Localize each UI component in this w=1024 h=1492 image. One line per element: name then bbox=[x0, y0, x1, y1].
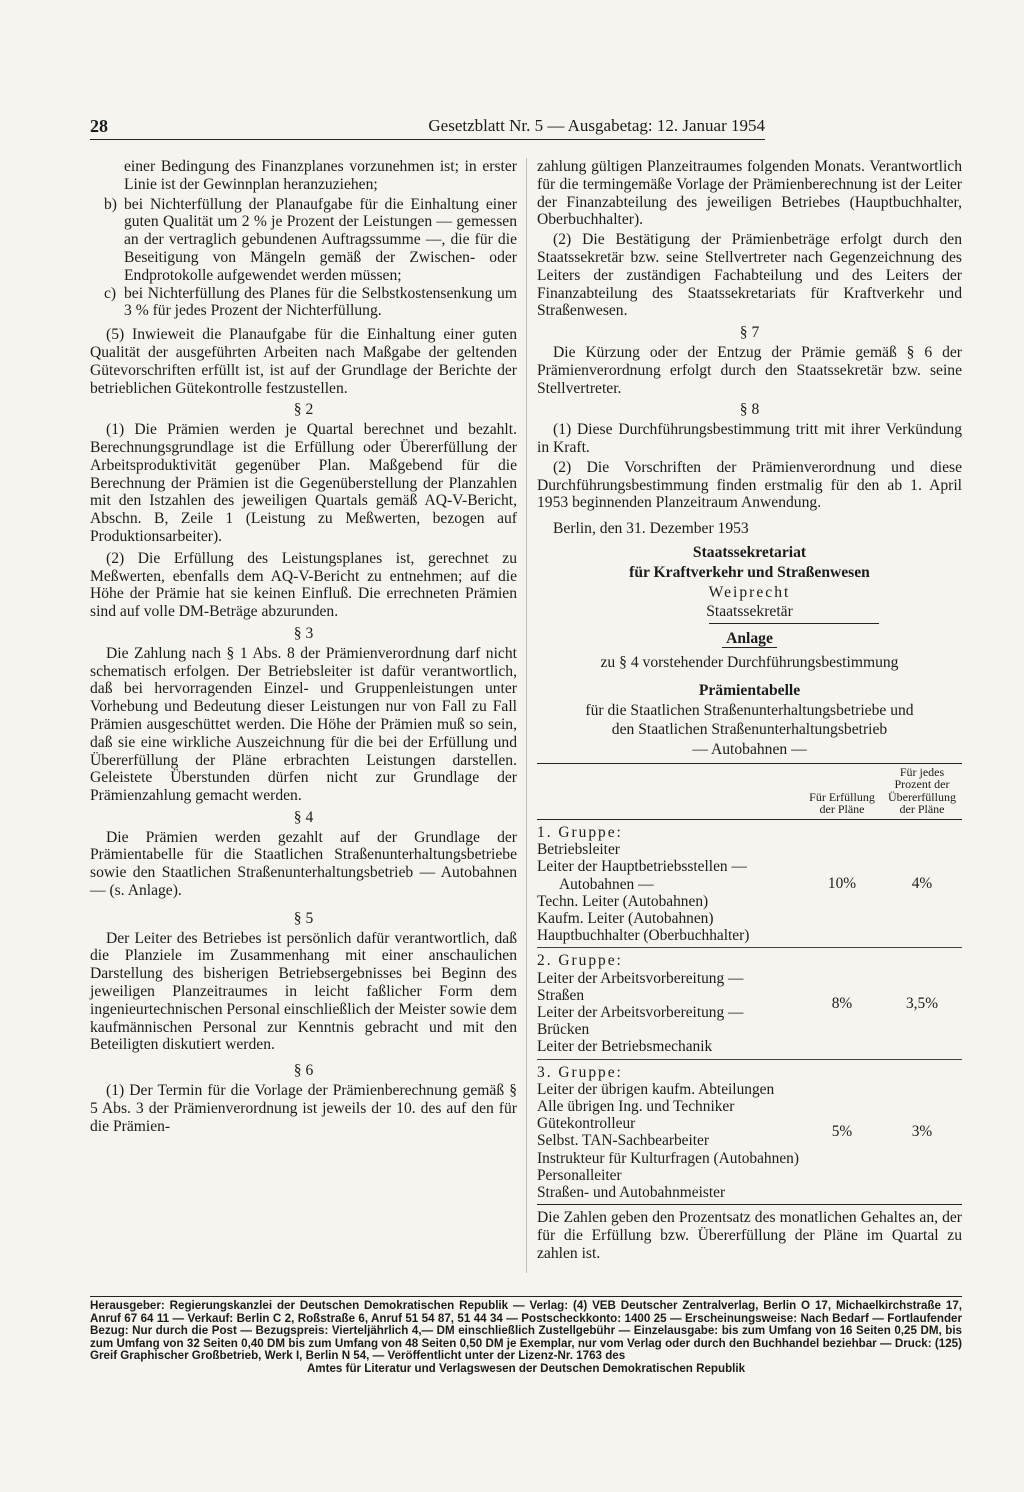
section-3-paragraph: Die Zahlung nach § 1 Abs. 8 der Prämienverordnung darf nicht schematisch erfolgen. Der Betriebsleiter ist dafür verantwortlich, daß bei hervorragenden Einzel- und Gruppenleistungen unter Vorhebung und Bedeutung dieser Leistungen nur von Fall zu Fall Prämien ausgeschüttet werden. Die Höhe der Prämien muß so sein, daß sie eine wirkliche Auszeichnung für die bei der Erfüllung und Übererfüllung der Pläne erbrachten Leistungen darstellen. Geleistete Überstunden dürfen nicht zur Grundlage der Prämienzahlung gemacht werden. bbox=[90, 644, 517, 805]
imprint-text: Herausgeber: Regierungskanzlei der Deutschen Demokratischen Republik — Verlag: (4) VEB Deutscher Zentralverlag, Berlin O 17, Michaelkirchstraße 17, Anruf 67 64 11 — Verkauf: Berlin C 2, Roßstraße 6, Anruf 51 54 87, 51 44 34 — Postscheckkonto: 1400 25 — Erscheinungsweise: Nach Bedarf — Fortlaufender Bezug: Nur durch die Post — Bezugspreis: Vierteljährlich 4,— DM einschließlich Zustellgebühr — Einzelausgabe: bis zum Umfang von 16 Seiten 0,25 DM, bis zum Umfang von 32 Seiten 0,40 DM bis zum Umfang von 48 Seiten 0,50 DM je Exemplar, nur vom Verlag oder durch den Buchhandel beziehbar — Druck: (125) Greif Graphischer Großbetrieb, Werk I, Berlin N 54, — Veröffentlicht unter der Lizenz-Nr. 1763 des bbox=[90, 1299, 962, 1363]
section-heading-6: § 6 bbox=[293, 1062, 314, 1080]
group-member: Gütekontrolleur bbox=[537, 1115, 636, 1133]
overfulfilment-percent: 4% bbox=[911, 875, 933, 893]
group-name: 2. Gruppe: bbox=[537, 952, 623, 970]
gazette-title: Gesetzblatt Nr. 5 — Ausgabetag: 12. Januar 1954 bbox=[428, 116, 765, 135]
section-4-paragraph: Die Prämien werden gezahlt auf der Grundlage der Prämientabelle für die Staatlichen Straßenunterhaltungsbetriebe sowie den Staatlichen Straßenunterhaltungsbetrieb — Autobahnen — (s. Anlage). bbox=[90, 828, 517, 900]
list-text: bei Nichterfüllung des Planes für die Selbstkostensenkung um 3 % für jedes Prozent der Nichterfüllung. bbox=[124, 284, 517, 320]
list-label: c) bbox=[104, 284, 117, 302]
annex-reference: zu § 4 vorstehender Durchführungsbestimmung bbox=[600, 653, 899, 671]
group-cell bbox=[537, 819, 802, 947]
imprint-last-line: Amtes für Literatur und Verlagswesen der Deutschen Demokratischen Republik bbox=[306, 1361, 746, 1375]
group-name: 1. Gruppe: bbox=[537, 823, 623, 841]
group-name: 3. Gruppe: bbox=[537, 1063, 623, 1081]
section-8-paragraph-1: (1) Diese Durchführungsbestimmung tritt mit ihrer Verkündung in Kraft. bbox=[537, 421, 962, 456]
section-6-paragraph-2: (2) Die Bestätigung der Prämienbeträge erfolgt durch den Staatssekretär bzw. seine Stellvertreter nach Gegenzeichnung des Leiters der zuständigen Fachabteilung und des Leiters der Finanzabteilung des Staatssekretariats für Kraftverkehr und Straßenwesen. bbox=[537, 231, 962, 320]
overfulfilment-percent: 3% bbox=[911, 1123, 933, 1141]
table-title: Prämientabelle bbox=[698, 681, 801, 699]
section-8-paragraph-2: (2) Die Vorschriften der Prämienverordnung und diese Durchführungsbestimmung finden erstmalig für den ab 1. April 1953 beginnenden Planzeitraum Anwendung. bbox=[537, 458, 962, 512]
group-member: Selbst. TAN-Sachbearbeiter bbox=[537, 1132, 710, 1150]
imprint-footer bbox=[90, 1296, 962, 1376]
column-divider bbox=[526, 158, 527, 1273]
overfulfilment-percent: 3,5% bbox=[905, 994, 939, 1012]
group-member: Leiter der Hauptbetriebsstellen — bbox=[537, 858, 747, 876]
table-subtitle-2: den Staatlichen Straßenunterhaltungsbetrieb bbox=[611, 721, 888, 739]
group-member: Kaufm. Leiter (Autobahnen) bbox=[537, 909, 714, 927]
section-heading-2: § 2 bbox=[293, 401, 314, 419]
group-member: Leiter der übrigen kaufm. Abteilungen bbox=[537, 1080, 775, 1098]
fulfilment-percent: 8% bbox=[831, 994, 853, 1012]
group-member: Alle übrigen Ing. und Techniker bbox=[537, 1097, 735, 1115]
group-member: Leiter der Arbeitsvorbereitung — bbox=[537, 969, 744, 987]
section-heading-4: § 4 bbox=[293, 808, 314, 826]
fulfilment-percent: 5% bbox=[831, 1123, 853, 1141]
page-number: 28 bbox=[90, 116, 108, 136]
section-2-paragraph-1: (1) Die Prämien werden je Quartal berechnet und bezahlt. Berechnungsgrundlage ist die Erfüllung oder Übererfüllung der Arbeitsproduktivität gegenüber Plan. Maßgebend für die Berechnung der Prämien ist die Gegenüberstellung der Planzahlen mit den Istzahlen des jeweiligen Quartals gemäß AQ-V-Bericht, Abschn. B, Zeile 1 (Leistung zu Meßwerten, bezogen auf Produktionsarbeiter). bbox=[90, 421, 517, 545]
continued-paragraph: zahlung gültigen Planzeitraumes folgenden Monats. Verantwortlich für die termingemäße Vorlage der Prämienberechnung ist der Leiter der Finanzabteilung des jeweiligen Betriebes (Hauptbuchhalter, Oberbuchhalter). bbox=[537, 158, 962, 229]
section-5-paragraph: Der Leiter des Betriebes ist persönlich dafür verantwortlich, daß die Planziele im Zusammenhang mit einer anschaulichen Darstellung des bisherigen Betriebsergebnisses bei Beginn des jeweiligen Planzeitraumes in leicht faßlicher Form dem ingenieurtechnischen Personal einschließlich der Meister sowie dem kaufmännischen Personal zur Kenntnis gebracht und mit den Beteiligten diskutiert werden. bbox=[90, 929, 517, 1054]
section-heading-3: § 3 bbox=[293, 624, 314, 642]
group-member: Leiter der Betriebsmechanik bbox=[537, 1038, 713, 1056]
group-member: Leiter der Arbeitsvorbereitung — bbox=[537, 1003, 744, 1021]
section-heading-5: § 5 bbox=[293, 909, 314, 927]
paragraph-5: (5) Inwieweit die Planaufgabe für die Einhaltung einer guten Qualität der ausgeführten Arbeiten nach Maßgabe der geltenden Gütevorschriften erfüllt ist, ist auf der Grundlage der Berichte der betrieblichen Gütekontrolle festzustellen. bbox=[90, 326, 517, 397]
signatory-org-line-2: für Kraftverkehr und Straßenwesen bbox=[629, 563, 870, 581]
table-row bbox=[537, 819, 962, 947]
table-body bbox=[537, 819, 962, 1204]
table-subtitle-1: für die Staatlichen Straßenunterhaltungsbetriebe und bbox=[585, 701, 914, 719]
group-member: Techn. Leiter (Autobahnen) bbox=[537, 892, 709, 910]
group-member: Personalleiter bbox=[537, 1166, 622, 1184]
list-label: b) bbox=[104, 195, 117, 213]
group-member: Hauptbuchhalter (Oberbuchhalter) bbox=[537, 927, 750, 945]
table-header-row bbox=[537, 763, 962, 819]
date-line: Berlin, den 31. Dezember 1953 bbox=[553, 520, 749, 538]
list-item-b bbox=[90, 196, 517, 285]
annex-heading bbox=[537, 630, 962, 648]
section-7-paragraph: Die Kürzung oder der Entzug der Prämie gemäß § 6 der Prämienverordnung erfolgt durch den Staatssekretär bzw. seine Stellvertreter. bbox=[537, 343, 962, 397]
section-heading-8: § 8 bbox=[739, 401, 760, 419]
table-row bbox=[537, 1059, 962, 1205]
group-member: Brücken bbox=[537, 1021, 590, 1039]
signature-rule bbox=[709, 623, 879, 624]
table-row bbox=[537, 948, 962, 1059]
table-subtitle-3: — Autobahnen — bbox=[692, 741, 807, 759]
signatory-name: Weiprecht bbox=[708, 583, 791, 601]
signatory-org-line-1: Staatssekretariat bbox=[692, 543, 807, 561]
group-member-continuation: Autobahnen — bbox=[559, 875, 654, 893]
annex-heading-text: Anlage bbox=[722, 630, 777, 648]
left-column bbox=[90, 158, 517, 1137]
table-header-fulfilment: Für Erfüllung der Pläne bbox=[809, 789, 875, 817]
fulfilment-percent: 10% bbox=[827, 875, 857, 893]
group-member: Instrukteur für Kulturfragen (Autobahnen) bbox=[537, 1149, 799, 1167]
group-member: Straßen- und Autobahnmeister bbox=[537, 1183, 726, 1201]
table-header-empty bbox=[537, 763, 802, 819]
right-column bbox=[537, 158, 962, 1265]
continued-paragraph: einer Bedingung des Finanzplanes vorzunehmen ist; in erster Linie ist der Gewinnplan heranzuziehen; bbox=[124, 158, 517, 193]
table-header-overfulfilment: Für jedes Prozent der Übererfüllung der Pläne bbox=[888, 764, 956, 817]
premium-table bbox=[537, 763, 962, 1205]
group-cell bbox=[537, 948, 802, 1059]
section-6-paragraph-1: (1) Der Termin für die Vorlage der Prämienberechnung gemäß § 5 Abs. 3 der Prämienverordnung ist jeweils der 10. des auf den für die Prämien- bbox=[90, 1082, 517, 1135]
page-header bbox=[90, 116, 765, 140]
section-heading-7: § 7 bbox=[739, 324, 760, 342]
signatory-title: Staatssekretär bbox=[706, 603, 793, 621]
list-item-c bbox=[90, 285, 517, 321]
group-member: Straßen bbox=[537, 986, 585, 1004]
section-2-paragraph-2: (2) Die Erfüllung des Leistungsplanes ist, gerechnet zu Meßwerten, ebenfalls dem AQ-V-Bericht zu entnehmen; auf die Höhe der Prämie hat sie keinen Einfluß. Die errechneten Prämien sind auf volle DM-Beträge abzurunden. bbox=[90, 549, 517, 621]
list-text: bei Nichterfüllung der Planaufgabe für die Einhaltung einer guten Qualität um 2 % je Prozent der Leistungen — gemessen an der vertraglich gebundenen Auftragssumme —, die für die Beseitigung von Mängeln gemäß der Zwischen- oder Endprotokolle aufgewendet werden müssen; bbox=[124, 195, 517, 284]
group-member: Betriebsleiter bbox=[537, 841, 620, 859]
group-cell bbox=[537, 1059, 802, 1205]
table-note: Die Zahlen geben den Prozentsatz des monatlichen Gehaltes an, der für die Erfüllung bzw. Übererfüllung der Pläne im Quartal zu zahlen ist. bbox=[537, 1209, 962, 1262]
